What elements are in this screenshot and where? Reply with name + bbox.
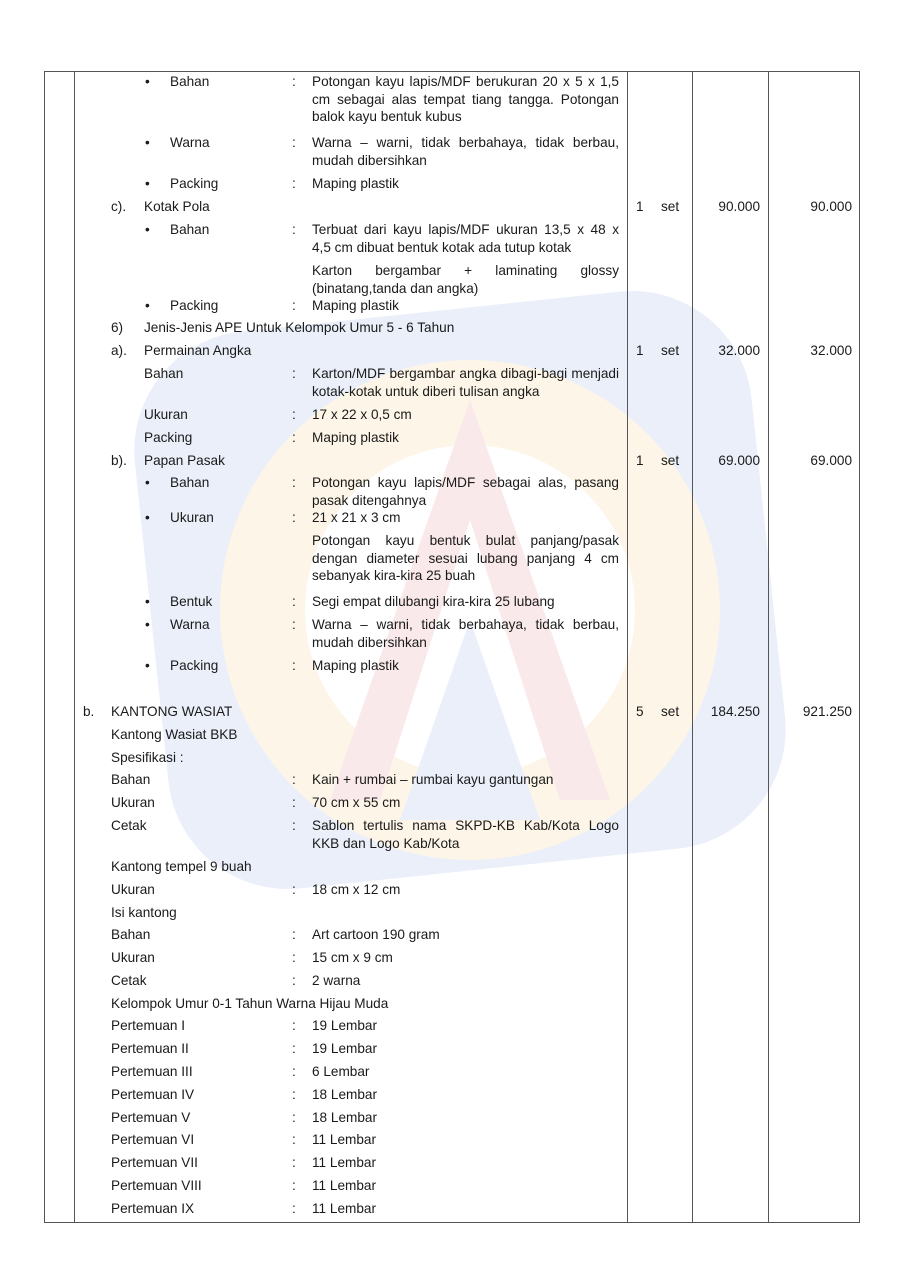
colon: :	[292, 882, 296, 897]
item-value: 11 Lembar	[312, 1201, 376, 1216]
item-label: Ukuran	[170, 510, 214, 525]
unit-price: 32.000	[718, 343, 760, 358]
item-label: Pertemuan II	[111, 1041, 189, 1056]
colon: :	[292, 366, 296, 381]
item-value: 21 x 21 x 3 cm	[312, 510, 401, 525]
item-label: Jenis-Jenis APE Untuk Kelompok Umur 5 - 6 Tahun	[144, 320, 455, 335]
item-value: Potongan kayu bentuk bulat panjang/pasak dengan diameter sesuai lubang panjang 4 cm sebanyak kira-kira 25 buah	[312, 533, 619, 583]
item-label: Warna	[170, 135, 210, 150]
colon: :	[292, 1018, 296, 1033]
item-value: Warna – warni, tidak berbahaya, tidak berbau, mudah dibersihkan	[312, 617, 619, 650]
item-label: Pertemuan III	[111, 1064, 193, 1079]
item-label: Kantong Wasiat BKB	[111, 727, 238, 742]
item-label: Pertemuan IV	[111, 1087, 195, 1102]
item-value: Kain + rumbai – rumbai kayu gantungan	[312, 772, 554, 787]
item-label: Ukuran	[111, 882, 155, 897]
colon: :	[292, 818, 296, 833]
item-label: Pertemuan VI	[111, 1132, 195, 1147]
item-label: Pertemuan VIII	[111, 1178, 202, 1193]
colon: :	[292, 74, 296, 89]
colon: :	[292, 1155, 296, 1170]
colon: :	[292, 594, 296, 609]
item-label: Isi kantong	[111, 905, 177, 920]
item-number: c).	[111, 199, 127, 214]
item-label: Spesifikasi :	[111, 750, 184, 765]
item-value: 18 cm x 12 cm	[312, 882, 401, 897]
quantity: 5	[636, 704, 644, 719]
item-label: Pertemuan IX	[111, 1201, 195, 1216]
colon: :	[292, 222, 296, 237]
colon: :	[292, 407, 296, 422]
item-value: 11 Lembar	[312, 1178, 376, 1193]
item-value: 19 Lembar	[312, 1041, 377, 1056]
item-label: Bahan	[144, 366, 184, 381]
colon: :	[292, 176, 296, 191]
item-value: 11 Lembar	[312, 1132, 376, 1147]
item-value: 6 Lembar	[312, 1064, 370, 1079]
item-label: Permainan Angka	[144, 343, 252, 358]
item-value: Maping plastik	[312, 430, 399, 445]
item-value: Maping plastik	[312, 298, 399, 313]
item-value: Maping plastik	[312, 658, 399, 673]
total-price: 69.000	[810, 453, 852, 468]
colon: :	[292, 1201, 296, 1216]
colon: :	[292, 772, 296, 787]
item-value: Warna – warni, tidak berbahaya, tidak berbau, mudah dibersihkan	[312, 135, 619, 168]
item-value: 19 Lembar	[312, 1018, 377, 1033]
unit: set	[661, 704, 680, 719]
column-divider	[74, 71, 75, 1223]
item-label: Warna	[170, 617, 210, 632]
bullet-marker: •	[145, 617, 150, 632]
item-label: Bahan	[170, 222, 210, 237]
colon: :	[292, 973, 296, 988]
item-label: Bahan	[111, 772, 151, 787]
colon: :	[292, 927, 296, 942]
bullet-marker: •	[145, 658, 150, 673]
column-divider	[768, 71, 769, 1223]
item-value: 70 cm x 55 cm	[312, 795, 401, 810]
bullet-marker: •	[145, 74, 150, 89]
quantity: 1	[636, 199, 644, 214]
colon: :	[292, 1132, 296, 1147]
column-divider	[692, 71, 693, 1223]
bullet-marker: •	[145, 475, 150, 490]
bullet-marker: •	[145, 135, 150, 150]
item-label: Ukuran	[144, 407, 188, 422]
quantity: 1	[636, 453, 644, 468]
item-label: Packing	[144, 430, 193, 445]
bullet-marker: •	[145, 222, 150, 237]
item-value: 15 cm x 9 cm	[312, 950, 393, 965]
item-label: Ukuran	[111, 795, 155, 810]
item-value: Karton bergambar + laminating glossy (binatang,tanda dan angka)	[312, 263, 619, 296]
item-label: Pertemuan V	[111, 1110, 191, 1125]
quantity: 1	[636, 343, 644, 358]
colon: :	[292, 430, 296, 445]
total-price: 90.000	[810, 199, 852, 214]
item-label: Pertemuan I	[111, 1018, 186, 1033]
item-label: Pertemuan VII	[111, 1155, 198, 1170]
item-value: Maping plastik	[312, 176, 399, 191]
item-number: b).	[111, 453, 127, 468]
colon: :	[292, 1064, 296, 1079]
unit: set	[661, 453, 680, 468]
item-label: Bentuk	[170, 594, 213, 609]
item-label: Packing	[170, 658, 219, 673]
item-value: 2 warna	[312, 973, 361, 988]
column-divider	[627, 71, 628, 1223]
colon: :	[292, 135, 296, 150]
unit: set	[661, 343, 680, 358]
item-value: Karton/MDF bergambar angka dibagi-bagi menjadi kotak-kotak untuk diberi tulisan angka	[312, 366, 619, 399]
item-label: Packing	[170, 176, 219, 191]
item-label: Kantong tempel 9 buah	[111, 859, 252, 874]
item-value: 18 Lembar	[312, 1087, 377, 1102]
colon: :	[292, 298, 296, 313]
item-value: Segi empat dilubangi kira-kira 25 lubang	[312, 594, 555, 609]
item-label: Cetak	[111, 818, 147, 833]
unit-price: 69.000	[718, 453, 760, 468]
item-value: 11 Lembar	[312, 1155, 376, 1170]
unit: set	[661, 199, 680, 214]
colon: :	[292, 510, 296, 525]
colon: :	[292, 475, 296, 490]
item-label: Papan Pasak	[144, 453, 225, 468]
unit-price: 90.000	[718, 199, 760, 214]
bullet-marker: •	[145, 510, 150, 525]
item-label: KANTONG WASIAT	[111, 704, 233, 719]
item-label: Ukuran	[111, 950, 155, 965]
item-value: Terbuat dari kayu lapis/MDF ukuran 13,5 x 48 x 4,5 cm dibuat bentuk kotak ada tutup kotak	[312, 222, 619, 255]
item-number: a).	[111, 343, 127, 358]
item-label: Bahan	[111, 927, 151, 942]
bullet-marker: •	[145, 298, 150, 313]
bullet-marker: •	[145, 176, 150, 191]
colon: :	[292, 617, 296, 632]
colon: :	[292, 795, 296, 810]
item-label: Packing	[170, 298, 219, 313]
total-price: 921.250	[802, 704, 852, 719]
colon: :	[292, 1110, 296, 1125]
item-value: 18 Lembar	[312, 1110, 377, 1125]
colon: :	[292, 950, 296, 965]
colon: :	[292, 1041, 296, 1056]
item-value: Potongan kayu lapis/MDF berukuran 20 x 5 x 1,5 cm sebagai alas tempat tiang tangga. Potongan balok kayu bentuk kubus	[312, 74, 619, 124]
item-label: Bahan	[170, 74, 210, 89]
item-letter: b.	[83, 704, 95, 719]
colon: :	[292, 1178, 296, 1193]
item-label: Kotak Pola	[144, 199, 210, 214]
bullet-marker: •	[145, 594, 150, 609]
item-value: Potongan kayu lapis/MDF sebagai alas, pasang pasak ditengahnya	[312, 475, 619, 508]
item-value: 17 x 22 x 0,5 cm	[312, 407, 412, 422]
item-label: Kelompok Umur 0-1 Tahun Warna Hijau Muda	[111, 996, 389, 1011]
item-value: Sablon tertulis nama SKPD-KB Kab/Kota Logo KKB dan Logo Kab/Kota	[312, 818, 619, 851]
colon: :	[292, 1087, 296, 1102]
unit-price: 184.250	[710, 704, 760, 719]
item-value: Art cartoon 190 gram	[312, 927, 440, 942]
colon: :	[292, 658, 296, 673]
total-price: 32.000	[810, 343, 852, 358]
item-label: Bahan	[170, 475, 210, 490]
item-number: 6)	[111, 320, 124, 335]
item-label: Cetak	[111, 973, 147, 988]
